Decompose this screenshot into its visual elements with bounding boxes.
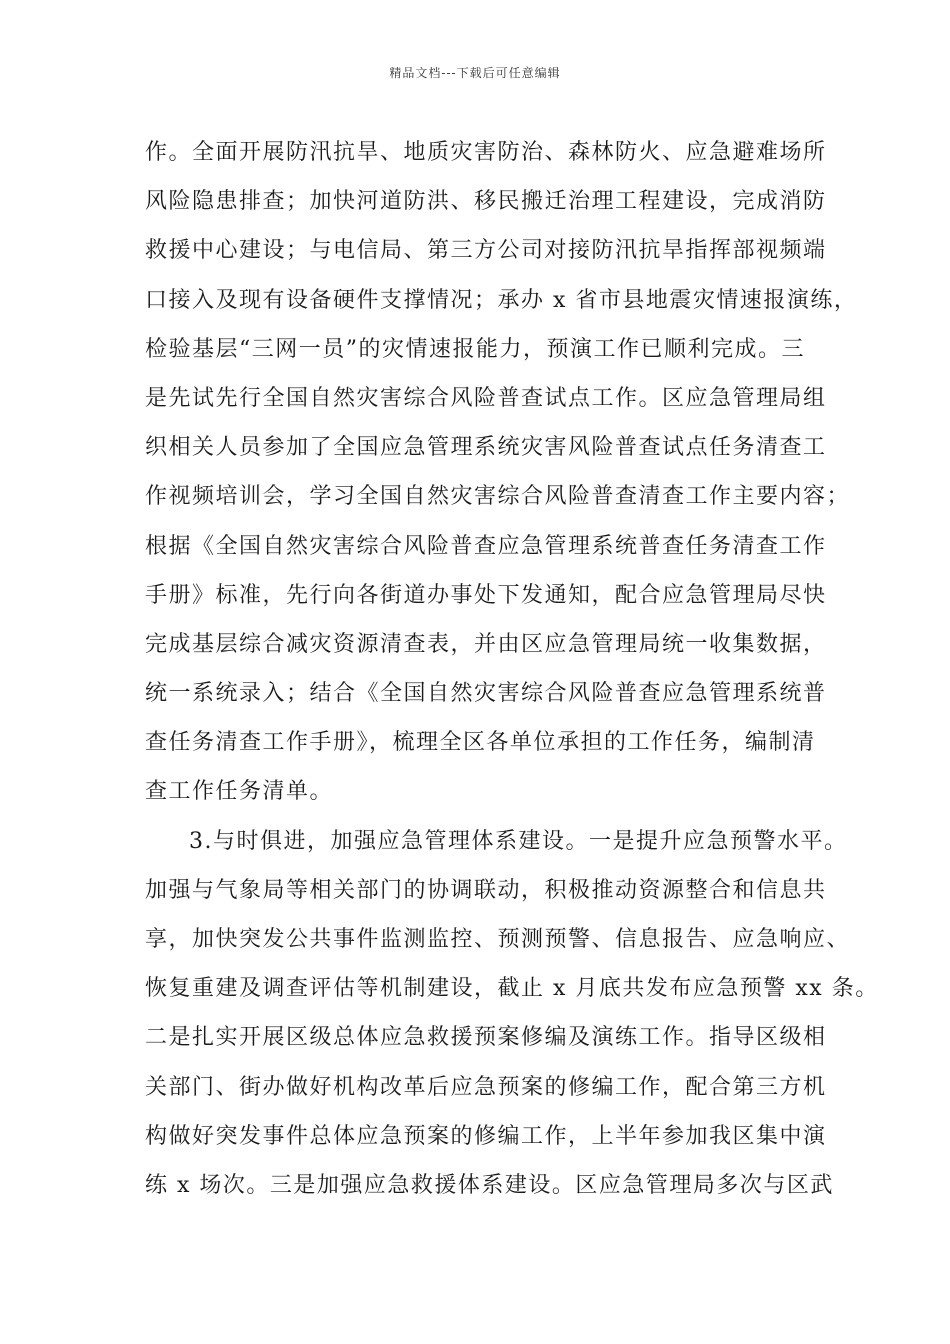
paragraph-line: 根据《全国自然灾害综合风险普查应急管理系统普查任务清查工作	[145, 533, 827, 559]
paragraph-line: 织相关人员参加了全国应急管理系统灾害风险普查试点任务清查工	[145, 435, 827, 461]
paragraph-line: 救援中心建设；与电信局、第三方公司对接防汛抗旱指挥部视频端	[145, 238, 827, 264]
paragraph-line: 检验基层“三网一员”的灾情速报能力，预演工作已顺利完成。三	[145, 336, 805, 362]
document-body	[145, 128, 879, 1210]
paragraph-line: 查工作任务清单。	[145, 779, 334, 805]
paragraph-line: 作。全面开展防汛抗旱、地质灾害防治、森林防火、应急避难场所	[145, 140, 827, 165]
section-heading-line: 3.与时俱进，加强应急管理体系建设。一是提升应急预警水平。	[189, 828, 848, 854]
paragraph-line: 关部门、街办做好机构改革后应急预案的修编工作，配合第三方机	[145, 1074, 827, 1100]
paragraph-line: 加强与气象局等相关部门的协调联动，积极推动资源整合和信息共	[145, 877, 827, 903]
paragraph-line: 统一系统录入；结合《全国自然灾害综合风险普查应急管理系统普	[145, 681, 827, 707]
paragraph-line: 练 x 场次。三是加强应急救援体系建设。区应急管理局多次与区武	[145, 1172, 834, 1198]
paragraph-line: 享，加快突发公共事件监测监控、预测预警、信息报告、应急响应、	[145, 927, 851, 952]
paragraph-line: 是先试先行全国自然灾害综合风险普查试点工作。区应急管理局组	[145, 385, 827, 411]
paragraph-line: 二是扎实开展区级总体应急救援预案修编及演练工作。指导区级相	[145, 1025, 827, 1051]
paragraph-line: 构做好突发事件总体应急预案的修编工作，上半年参加我区集中演	[145, 1123, 827, 1149]
paragraph-line: 风险隐患排查；加快河道防洪、移民搬迁治理工程建设，完成消防	[145, 189, 827, 215]
paragraph-line: 作视频培训会，学习全国自然灾害综合风险普查清查工作主要内容；	[145, 484, 851, 510]
paragraph-line: 查任务清查工作手册》，梳理全区各单位承担的工作任务，编制清	[145, 730, 816, 756]
page-header: 精品文档---下载后可任意编辑	[389, 66, 561, 80]
paragraph-line: 恢复重建及调查评估等机制建设，截止 x 月底共发布应急预警 xx 条。	[145, 976, 879, 1002]
paragraph-line: 口接入及现有设备硬件支撑情况；承办 x 省市县地震灾情速报演练，	[145, 287, 858, 313]
paragraph-line: 完成基层综合减灾资源清查表，并由区应急管理局统一收集数据，	[145, 631, 827, 657]
paragraph-line: 手册》标准，先行向各街道办事处下发通知，配合应急管理局尽快	[145, 582, 827, 608]
